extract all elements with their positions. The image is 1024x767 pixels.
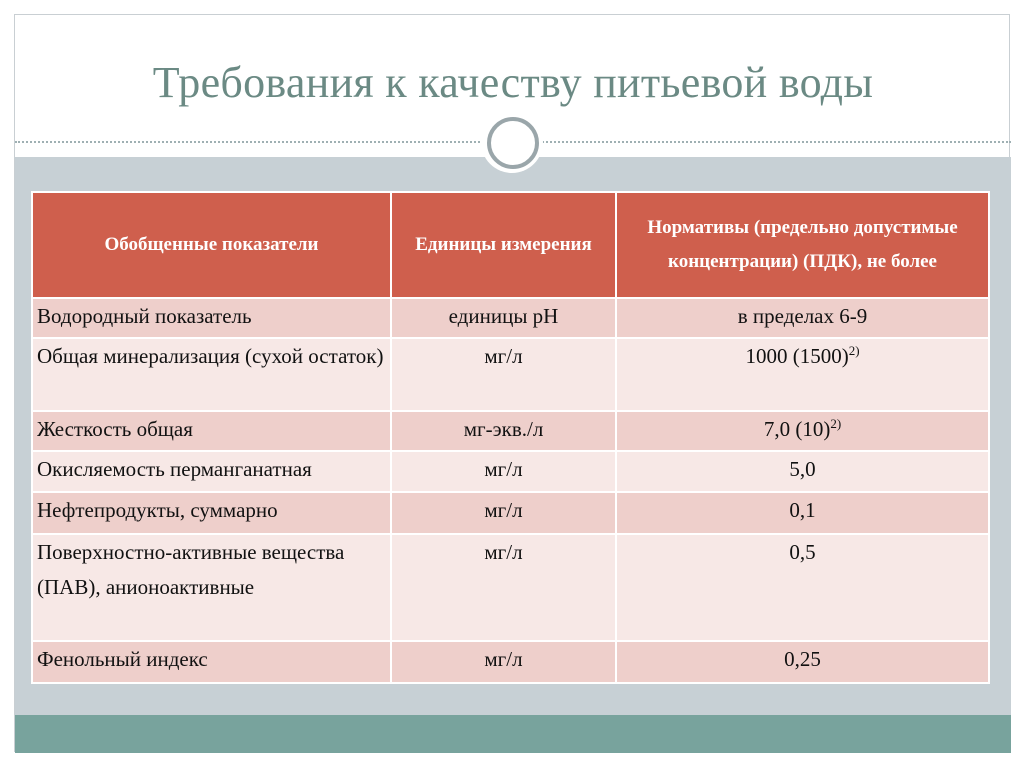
table-row	[32, 641, 989, 683]
norm-footnote: 2)	[830, 416, 842, 431]
cell-indicator: Фенольный индекс	[32, 641, 391, 683]
cell-indicator: Нефтепродукты, суммарно	[32, 492, 391, 534]
cell-norm	[616, 534, 989, 641]
norm-value: 1000 (1500)	[745, 344, 849, 368]
norm-value: 0,25	[784, 647, 821, 671]
table-row	[32, 298, 989, 338]
cell-indicator: Водородный показатель	[32, 298, 391, 338]
norm-value: 0,5	[789, 540, 816, 564]
norm-value: в пределах 6-9	[737, 304, 868, 328]
table-row	[32, 534, 989, 641]
table-row	[32, 411, 989, 451]
cell-unit: единицы pH	[391, 298, 616, 338]
cell-unit: мг/л	[391, 338, 616, 411]
footer-band	[15, 715, 1011, 753]
ring-ornament-icon	[487, 117, 539, 169]
cell-norm	[616, 641, 989, 683]
slide-title: Требования к качеству питьевой воды	[152, 58, 874, 107]
table-row	[32, 451, 989, 492]
cell-unit: мг/л	[391, 534, 616, 641]
cell-unit: мг-экв./л	[391, 411, 616, 451]
cell-indicator: Окисляемость перманганатная	[32, 451, 391, 492]
cell-norm	[616, 451, 989, 492]
table-row	[32, 492, 989, 534]
cell-indicator: Жесткость общая	[32, 411, 391, 451]
norm-value: 7,0 (10)	[763, 417, 831, 441]
table-header-row	[32, 192, 989, 298]
cell-norm	[616, 298, 989, 338]
cell-unit: мг/л	[391, 451, 616, 492]
cell-unit: мг/л	[391, 492, 616, 534]
header-units: Единицы измерения	[391, 192, 616, 298]
cell-indicator: Общая минерализация (сухой остаток)	[32, 338, 391, 411]
header-indicators: Обобщенные показатели	[32, 192, 391, 298]
water-quality-table	[31, 191, 990, 684]
table-row	[32, 338, 989, 411]
norm-value: 5,0	[789, 457, 816, 481]
header-norms: Нормативы (предельно допустимые концентрации) (ПДК), не более	[616, 192, 989, 298]
cell-unit: мг/л	[391, 641, 616, 683]
norm-value: 0,1	[789, 498, 816, 522]
cell-norm	[616, 338, 989, 411]
slide	[14, 14, 1010, 752]
cell-indicator: Поверхностно-активные вещества (ПАВ), анионоактивные	[32, 534, 391, 641]
cell-norm	[616, 411, 989, 451]
norm-footnote: 2)	[848, 343, 860, 358]
cell-norm	[616, 492, 989, 534]
